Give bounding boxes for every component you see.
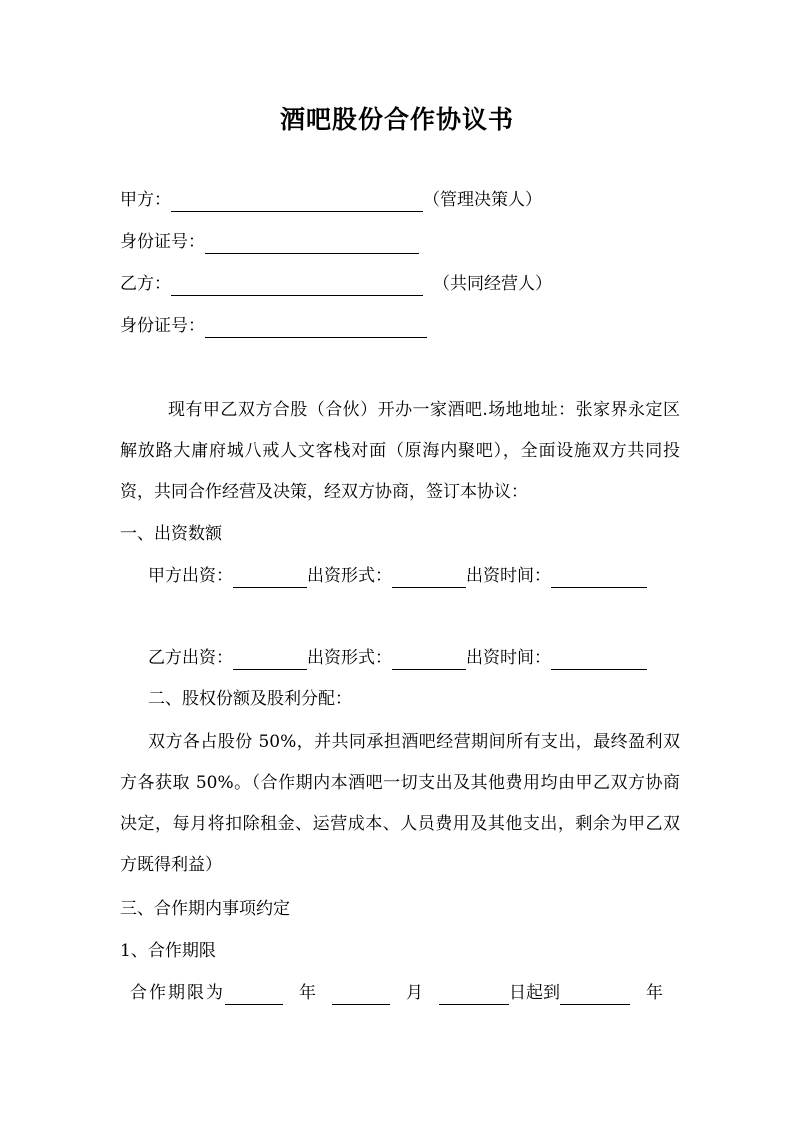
party-b-blank[interactable] [171,277,423,296]
investment-a-time-label: 出资时间： [466,566,551,586]
item-1-heading: 1、合作期限 [120,941,216,961]
investment-a-amount-blank[interactable] [233,569,307,588]
party-b-label: 乙方： [120,274,171,294]
investment-a-form-label: 出资形式： [307,566,392,586]
section-3-heading: 三、合作期内事项约定 [120,899,290,919]
id-b-blank[interactable] [205,319,427,338]
document-title: 酒吧股份合作协议书 [279,105,514,134]
term-start-month-blank[interactable] [332,986,390,1005]
id-a-blank[interactable] [205,235,419,254]
id-a-label: 身份证号： [120,232,205,252]
party-a-role: （管理决策人） [423,190,542,210]
term-prefix: 合作期限为 [130,983,225,1003]
investment-a-line [148,564,647,588]
id-a-line [120,230,419,254]
party-a-label: 甲方： [120,190,171,210]
party-a-blank[interactable] [171,193,423,212]
term-month-label: 月 [406,983,423,1003]
investment-b-line [148,646,647,670]
investment-a-time-blank[interactable] [551,569,647,588]
term-start-year-blank[interactable] [225,986,283,1005]
term-year-label: 年 [299,983,316,1003]
investment-b-time-label: 出资时间： [466,648,551,668]
id-b-line [120,314,427,338]
term-start-day-blank[interactable] [439,986,509,1005]
intro-paragraph: 现有甲乙双方合股（合伙）开办一家酒吧.场地地址：张家界永定区解放路大庸府城八戒人文客栈对面（原海内聚吧），全面设施双方共同投资，共同合作经营及决策，经双方协商，签订本协议： [120,400,680,502]
investment-b-form-blank[interactable] [392,651,466,670]
term-line [130,981,663,1005]
investment-a-form-blank[interactable] [392,569,466,588]
investment-b-time-blank[interactable] [551,651,647,670]
investment-a-label: 甲方出资： [148,566,233,586]
section-2-body: 双方各占股份 50%，并共同承担酒吧经营期间所有支出，最终盈利双方各获取 50%。（合作期内本酒吧一切支出及其他费用均由甲乙双方协商决定，每月将扣除租金、运营成本、人员费用及其他支出，剩余为甲乙双方既得利益） [120,732,680,875]
id-b-label: 身份证号： [120,316,205,336]
term-year2-label: 年 [646,983,663,1003]
investment-b-amount-blank[interactable] [233,651,307,670]
investment-b-label: 乙方出资： [148,648,233,668]
investment-b-form-label: 出资形式： [307,648,392,668]
party-b-role: （共同经营人） [433,274,552,294]
party-a-line [120,188,542,212]
term-day-from-label: 日起到 [509,983,560,1003]
term-end-year-blank[interactable] [560,986,630,1005]
party-b-line [120,272,552,296]
section-1-heading: 一、出资数额 [120,524,222,544]
section-2-heading: 二、股权份额及股利分配： [148,689,352,709]
